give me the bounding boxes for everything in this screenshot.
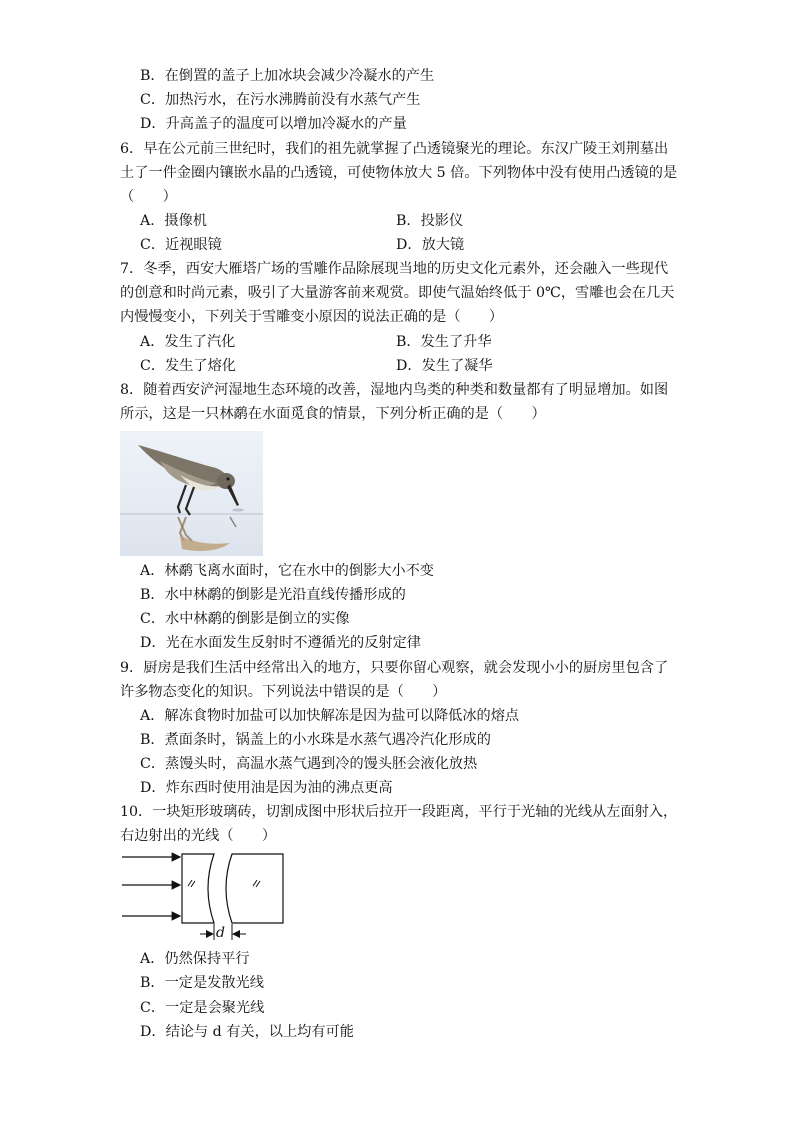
q8-stem-line1: 8．随着西安浐河湿地生态环境的改善，湿地内鸟类的种类和数量都有了明显增加。如图 xyxy=(120,382,669,398)
q7-option-d: D．发生了凝华 xyxy=(396,358,493,374)
diagram-label-d: d xyxy=(216,925,225,941)
q8-option-c: C．水中林鹬的倒影是倒立的实像 xyxy=(140,611,350,627)
q6-option-c: C．近视眼镜 xyxy=(140,237,222,253)
q7-option-a: A．发生了汽化 xyxy=(140,334,236,350)
q8-option-d: D．光在水面发生反射时不遵循光的反射定律 xyxy=(140,635,421,651)
q10-option-c: C．一定是会聚光线 xyxy=(140,1000,265,1016)
q9-option-d: D．炸东西时使用油是因为油的沸点更高 xyxy=(140,780,393,796)
q7-option-b: B．发生了升华 xyxy=(396,334,492,350)
q10-option-a: A．仍然保持平行 xyxy=(140,951,250,967)
q10-option-d: D．结论与 d 有关，以上均有可能 xyxy=(140,1024,354,1040)
q7-option-c: C．发生了熔化 xyxy=(140,358,236,374)
q5-option-d: D．升高盖子的温度可以增加冷凝水的产量 xyxy=(140,116,407,132)
q9-option-b: B．煮面条时，锅盖上的小水珠是水蒸气遇冷汽化形成的 xyxy=(140,732,491,748)
q7-stem-line2: 的创意和时尚元素，吸引了大量游客前来观赏。即使气温始终低于 0℃，雪雕也会在几天 xyxy=(120,285,675,301)
q6-option-d: D．放大镜 xyxy=(396,237,465,253)
q5-option-c: C．加热污水，在污水沸腾前没有水蒸气产生 xyxy=(140,92,421,108)
q9-stem-line1: 9．厨房是我们生活中经常出入的地方，只要你留心观察，就会发现小小的厨房里包含了 xyxy=(120,660,669,676)
q7-stem-line1: 7．冬季，西安大雁塔广场的雪雕作品除展现当地的历史文化元素外，还会融入一些现代 xyxy=(120,261,669,277)
q7-stem-line3: 内慢慢变小，下列关于雪雕变小原因的说法正确的是（ ） xyxy=(120,309,504,325)
q9-option-a: A．解冻食物时加盐可以加快解冻是因为盐可以降低冰的熔点 xyxy=(140,708,520,724)
q6-option-a: A．摄像机 xyxy=(140,213,207,229)
q9-stem-line2: 许多物态变化的知识。下列说法中错误的是（ ） xyxy=(120,684,447,700)
glass-brick-diagram xyxy=(120,848,290,943)
q10-stem-line1: 10．一块矩形玻璃砖，切割成图中形状后拉开一段距离，平行于光轴的光线从左面射入， xyxy=(120,804,678,820)
q6-stem-line3: （ ） xyxy=(120,189,177,205)
q10-stem-line2: 右边射出的光线（ ） xyxy=(120,828,277,844)
q6-stem-line1: 6．早在公元前三世纪时，我们的祖先就掌握了凸透镜聚光的理论。东汉广陵王刘荆墓出 xyxy=(120,141,669,157)
q9-option-c: C．蒸馒头时，高温水蒸气遇到冷的馒头胚会液化放热 xyxy=(140,756,478,772)
q8-option-a: A．林鹬飞离水面时，它在水中的倒影大小不变 xyxy=(140,563,434,579)
q8-option-b: B．水中林鹬的倒影是光沿直线传播形成的 xyxy=(140,587,406,603)
q6-option-b: B．投影仪 xyxy=(396,213,464,229)
q6-stem-line2: 土了一件金圈内镶嵌水晶的凸透镜，可使物体放大 5 倍。下列物体中没有使用凸透镜的是 xyxy=(120,165,678,181)
q10-option-b: B．一定是发散光线 xyxy=(140,975,264,991)
q5-option-b: B．在倒置的盖子上加冰块会减少冷凝水的产生 xyxy=(140,68,435,84)
q8-stem-line2: 所示，这是一只林鹬在水面觅食的情景，下列分析正确的是（ ） xyxy=(120,406,546,422)
sandpiper-photo xyxy=(120,431,263,556)
